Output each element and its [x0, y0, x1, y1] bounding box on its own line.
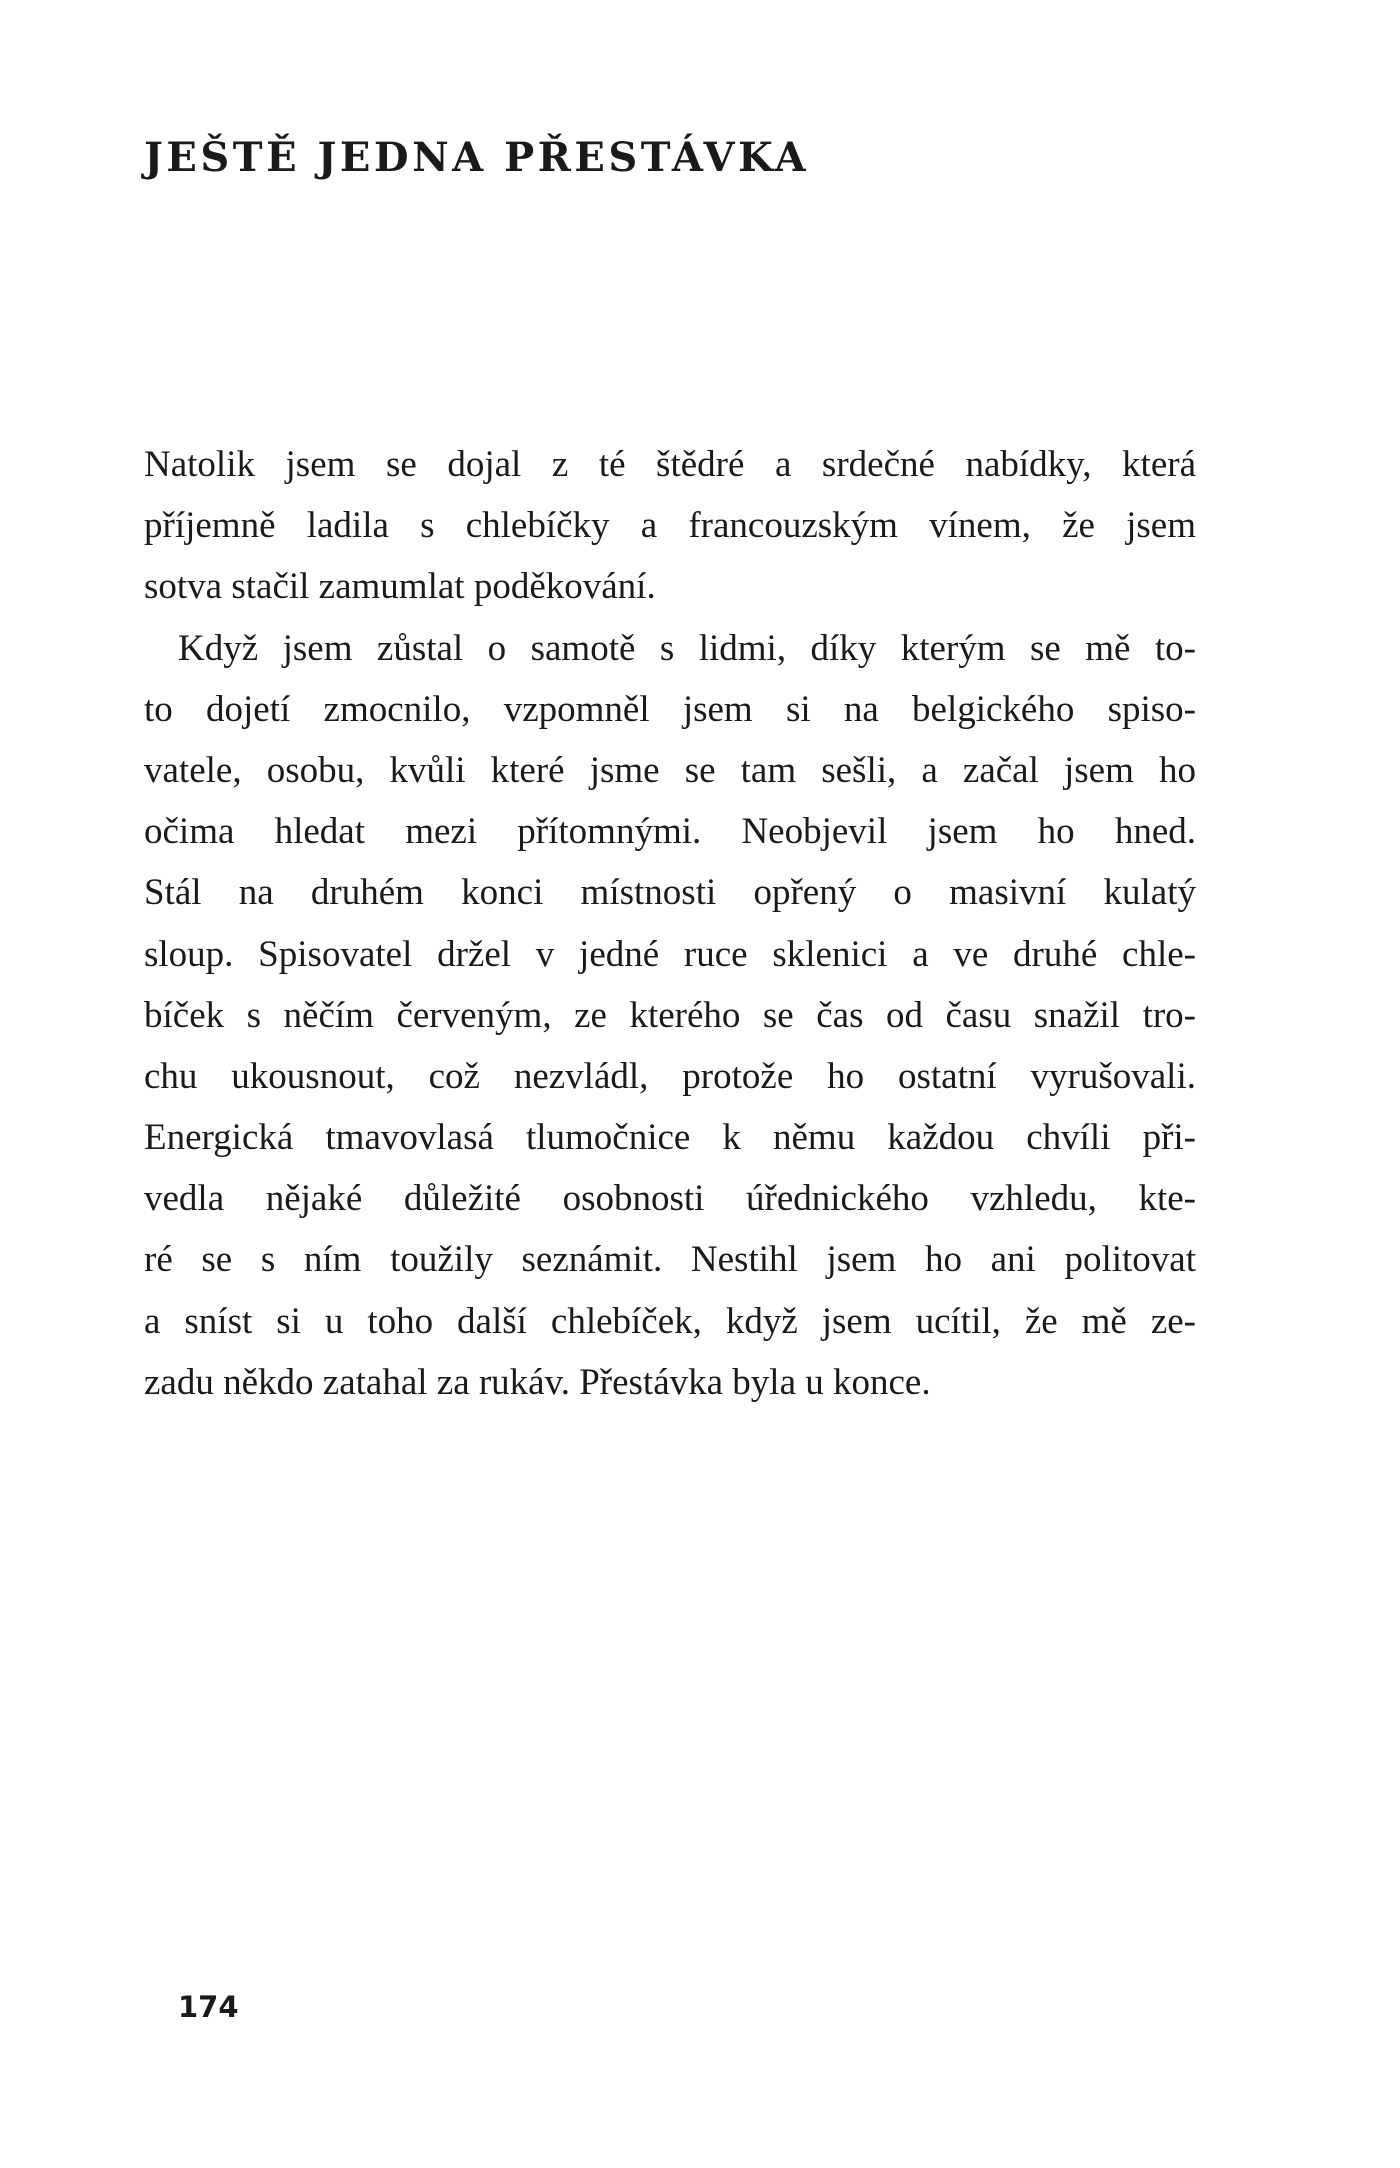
text-line: chu ukousnout, což nezvládl, protože ho ostatní vyrušovali.: [144, 1055, 1196, 1097]
text-line: to dojetí zmocnilo, vzpomněl jsem si na belgického spiso-: [144, 688, 1196, 730]
text-line: ré se s ním toužily seznámit. Nestihl jsem ho ani politovat: [144, 1239, 1196, 1281]
text-line: očima hledat mezi přítomnými. Neobjevil jsem ho hned.: [144, 811, 1196, 853]
body-text: [144, 434, 1196, 1413]
text-line: bíček s něčím červeným, ze kterého se čas od času snažil tro-: [144, 994, 1196, 1036]
chapter-heading: JEŠTĚ JEDNA PŘESTÁVKA: [144, 134, 810, 181]
text-line: a sníst si u toho další chlebíček, když jsem ucítil, že mě ze-: [144, 1300, 1196, 1342]
text-line: příjemně ladila s chlebíčky a francouzským vínem, že jsem: [144, 505, 1196, 547]
text-line: Natolik jsem se dojal z té štědré a srdečné nabídky, která: [144, 444, 1196, 485]
text-line: Energická tmavovlasá tlumočnice k němu každou chvíli při-: [144, 1117, 1196, 1159]
text-line: sloup. Spisovatel držel v jedné ruce sklenici a ve druhé chle-: [144, 933, 1196, 975]
text-line: vatele, osobu, kvůli které jsme se tam sešli, a začal jsem ho: [144, 749, 1196, 791]
text-line: zadu někdo zatahal za rukáv. Přestávka byla u konce.: [144, 1361, 931, 1403]
page-number: 174: [178, 1990, 239, 2024]
text-line: Stál na druhém konci místnosti opřený o masivní kulatý: [144, 872, 1196, 914]
text-line: sotva stačil zamumlat poděkování.: [144, 566, 656, 608]
text-line: vedla nějaké důležité osobnosti úřednického vzhledu, kte-: [144, 1178, 1196, 1220]
text-line: Když jsem zůstal o samotě s lidmi, díky kterým se mě to-: [178, 627, 1196, 669]
